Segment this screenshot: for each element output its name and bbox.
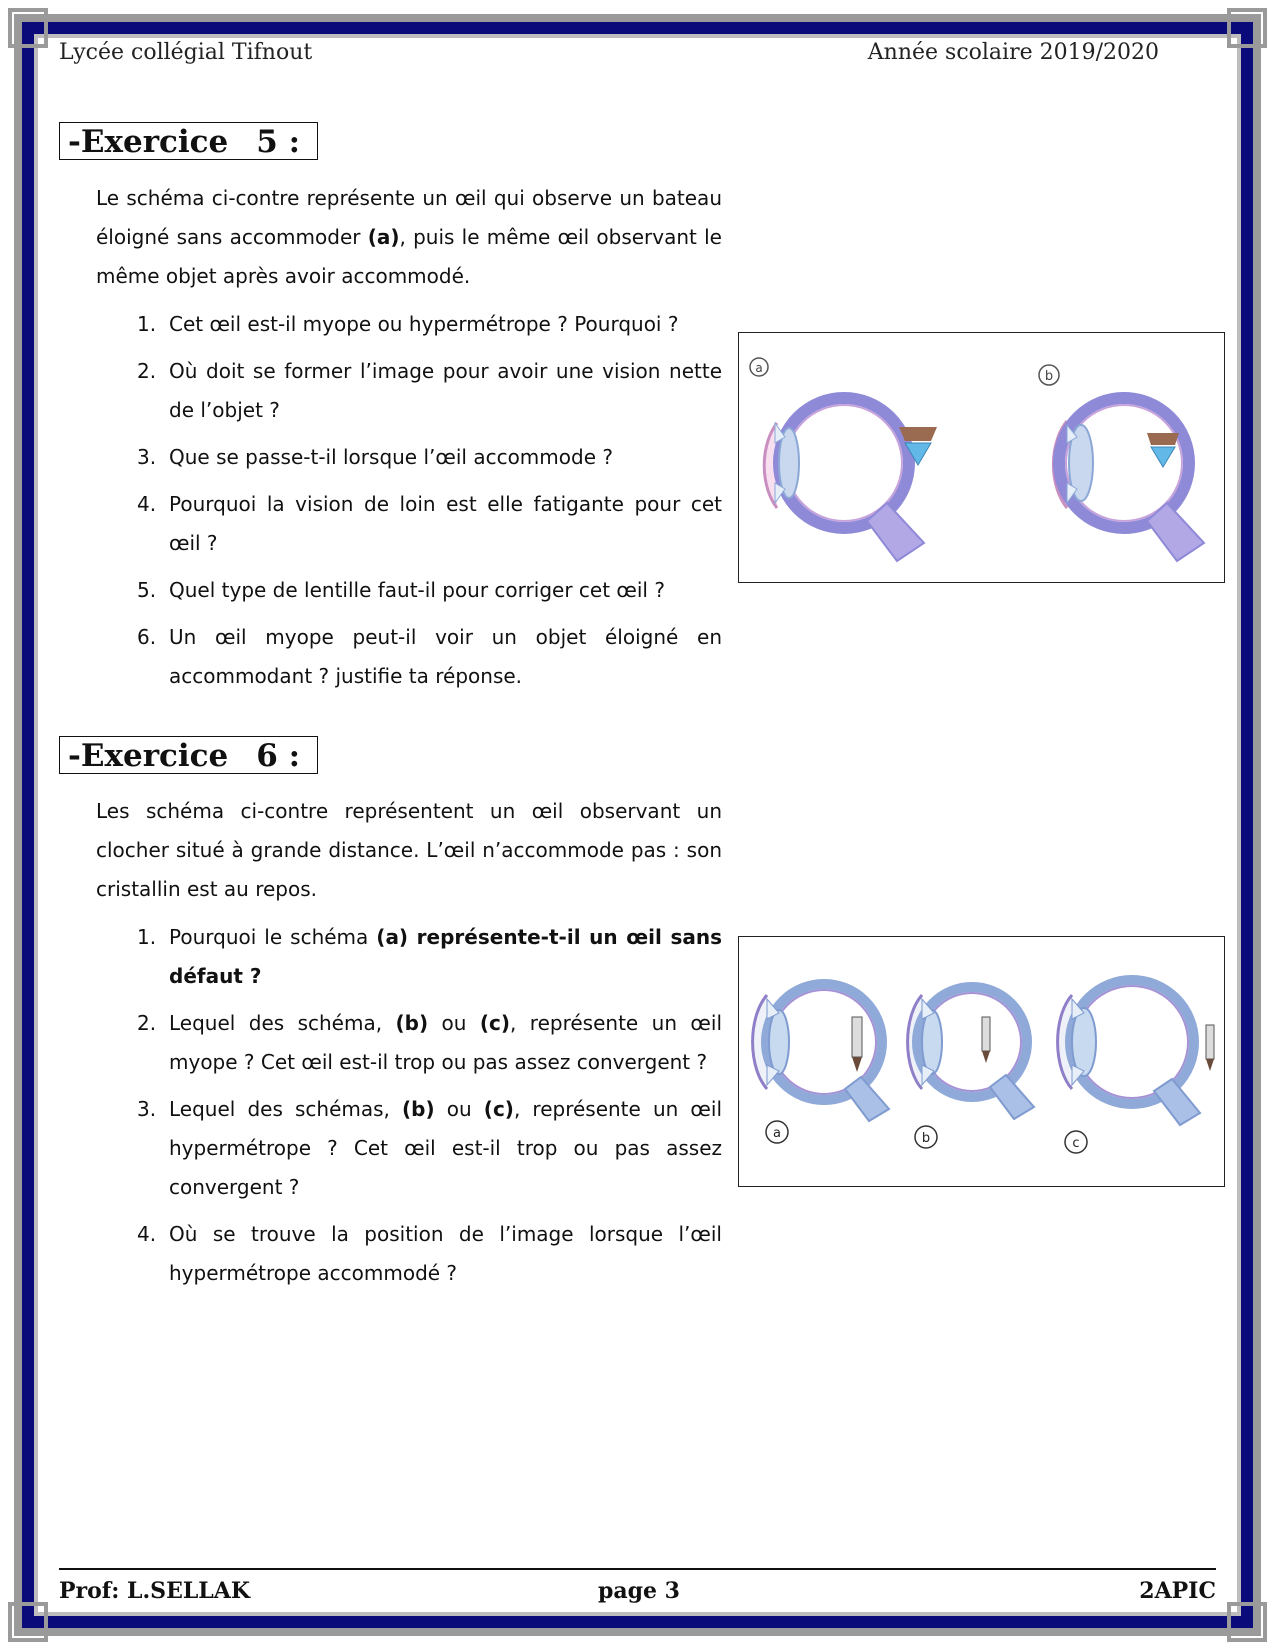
frame-corner-bl [8, 1602, 48, 1642]
question-text: Où se trouve la position de l’image lorsque l’œil hypermétrope accommodé ? [169, 1222, 722, 1285]
exercise-5-question-2: 2. Où doit se former l’image pour avoir une vision nette de l’objet ? [137, 359, 722, 422]
figure-label-b: b [921, 1131, 931, 1146]
eye-diagram-triple [739, 937, 1223, 1185]
eye-diagram-a [753, 984, 889, 1143]
exercise-5-intro-text: Le schéma ci-contre représente un œil qui observe un bateau éloigné sans accommoder [96, 186, 722, 249]
eye-diagram-pair [739, 333, 1223, 581]
question-bold: (b) [395, 1011, 429, 1035]
question-text: Lequel des schéma, [169, 1011, 396, 1035]
question-text: Quel type de lentille faut-il pour corriger cet œil ? [169, 578, 665, 602]
exercise-5-intro [96, 179, 722, 296]
figure-label-a: a [755, 361, 763, 375]
question-text: Pourquoi la vision de loin est elle fatigante pour cet œil ? [169, 492, 722, 555]
question-text: , représente un œil hypermétrope ? Cet œil est-il trop ou pas assez convergent ? [169, 1097, 722, 1199]
exercise-6-question-1: 1. Pourquoi le schéma (a) représente-t-il un œil sans défaut ? [137, 925, 722, 988]
question-bold: (c) [479, 1011, 511, 1035]
exercise-6-label: -Exercice [68, 738, 229, 774]
exercise-5-eye-figure [738, 332, 1225, 583]
figure-label-a: a [773, 1126, 781, 1141]
header-year: Année scolaire 2019/2020 [867, 40, 1159, 65]
exercise-6-title [59, 736, 318, 774]
question-text: Pourquoi le schéma [169, 925, 377, 949]
exercise-5-intro-text-2: , puis le même œil observant le même objet après avoir accommodé. [96, 225, 722, 288]
question-text: Que se passe-t-il lorsque l’œil accommode ? [169, 445, 613, 469]
figure-label-b: b [1044, 369, 1054, 384]
question-text: ou [428, 1011, 480, 1035]
exercise-6-number: 6 : [256, 738, 301, 774]
exercise-6-question-2: 2. Lequel des schéma, (b) ou (c), représente un œil myope ? Cet œil est-il trop ou pas assez convergent ? [137, 1011, 722, 1074]
question-bold: (a) représente-t-il un œil sans défaut ? [169, 925, 722, 988]
exercise-6-questions [128, 918, 722, 1301]
exercise-6-intro: Les schéma ci-contre représentent un œil observant un clocher situé à grande distance. L’œil n’accommode pas : son cristallin est au repos. [96, 799, 722, 901]
exercise-5-title [59, 122, 318, 160]
exercise-5-question-5: 5. Quel type de lentille faut-il pour corriger cet œil ? [137, 578, 665, 602]
footer-page: page 3 [598, 1578, 680, 1604]
eye-diagram-b [908, 987, 1034, 1148]
figure-label-c: c [1072, 1136, 1080, 1151]
question-bold: (b) [402, 1097, 435, 1121]
footer-prof: Prof: L.SELLAK [59, 1578, 250, 1604]
exercise-6-question-4: 4. Où se trouve la position de l’image lorsque l’œil hypermétrope accommodé ? [137, 1222, 722, 1285]
exercise-5-intro-bold: (a) [367, 225, 400, 249]
exercise-5-question-3: 3. Que se passe-t-il lorsque l’œil accommode ? [137, 445, 613, 469]
frame-corner-tl [8, 8, 48, 48]
footer-rule [59, 1568, 1216, 1570]
exercise-5-label: -Exercice [68, 124, 229, 160]
question-text: ou [434, 1097, 484, 1121]
question-text: Cet œil est-il myope ou hypermétrope ? Pourquoi ? [169, 312, 679, 336]
footer-level: 2APIC [1139, 1578, 1216, 1604]
question-text: Un œil myope peut-il voir un objet éloigné en accommodant ? justifie ta réponse. [169, 625, 722, 688]
eye-diagram-c [1058, 980, 1214, 1153]
question-bold: (c) [483, 1097, 514, 1121]
question-text: Où doit se former l’image pour avoir une vision nette de l’objet ? [169, 359, 722, 422]
frame-corner-br [1227, 1602, 1267, 1642]
eye-diagram-a [750, 358, 937, 561]
frame-corner-tr [1227, 8, 1267, 48]
exercise-5-questions [128, 305, 722, 704]
question-text: Lequel des schémas, [169, 1097, 403, 1121]
exercise-5-question-4: 4. Pourquoi la vision de loin est elle fatigante pour cet œil ? [137, 492, 722, 555]
exercise-5-question-1: 1. Cet œil est-il myope ou hypermétrope ? Pourquoi ? [137, 312, 679, 336]
exercise-6-eye-figure [738, 936, 1225, 1187]
eye-diagram-b [1039, 365, 1204, 561]
exercise-5-question-6: 6. Un œil myope peut-il voir un objet éloigné en accommodant ? justifie ta réponse. [137, 625, 722, 688]
exercise-5-number: 5 : [256, 124, 301, 160]
header-school: Lycée collégial Tifnout [59, 40, 313, 65]
question-text: , représente un œil myope ? Cet œil est-il trop ou pas assez convergent ? [169, 1011, 722, 1074]
exercise-6-question-3: 3. Lequel des schémas, (b) ou (c), représente un œil hypermétrope ? Cet œil est-il trop ou pas assez convergent ? [137, 1097, 722, 1199]
